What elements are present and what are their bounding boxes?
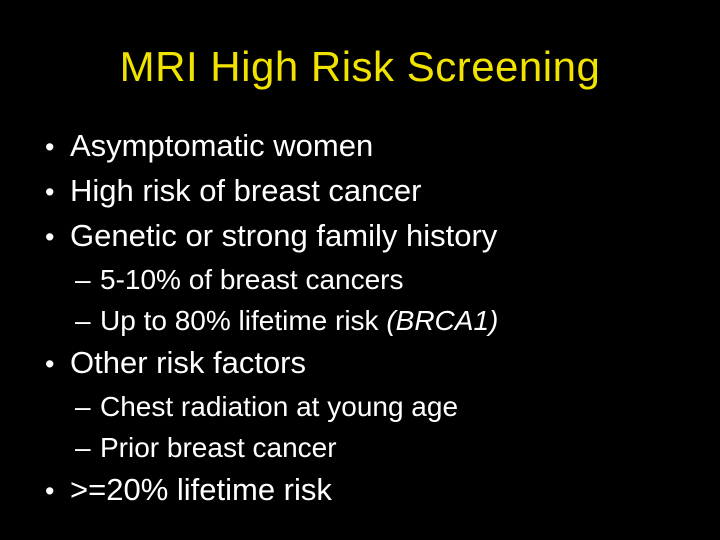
- bullet-marker-icon: •: [45, 132, 55, 162]
- bullet-text: [100, 300, 700, 341]
- bullet-text: [100, 259, 700, 300]
- bullet-item: [45, 169, 700, 214]
- bullet-text-run: Genetic or strong family history: [70, 218, 498, 253]
- bullet-text-run-italic: (BRCA1): [386, 305, 499, 336]
- bullet-item: [45, 468, 700, 513]
- bullet-marker-icon: •: [45, 349, 55, 379]
- bullet-text-run: >=20% lifetime risk: [70, 472, 332, 507]
- bullet-marker-icon: •: [45, 177, 55, 207]
- bullet-marker-icon: –: [75, 432, 91, 463]
- bullet-text: [70, 169, 700, 213]
- bullet-item: [45, 386, 700, 427]
- bullet-text-run: Chest radiation at young age: [100, 391, 459, 422]
- bullet-text-run: Up to 80% lifetime risk: [100, 305, 387, 336]
- bullet-text: [70, 341, 700, 385]
- bullet-item: [45, 341, 700, 386]
- bullet-item: [45, 300, 700, 341]
- bullet-text: [100, 386, 700, 427]
- bullet-marker-icon: •: [45, 476, 55, 506]
- bullet-item: [45, 124, 700, 169]
- bullet-item: [45, 259, 700, 300]
- bullet-text-run: Prior breast cancer: [100, 432, 337, 463]
- bullet-text: [100, 427, 700, 468]
- bullet-marker-icon: –: [75, 305, 91, 336]
- bullet-text-run: Other risk factors: [70, 345, 306, 380]
- bullet-text-run: High risk of breast cancer: [70, 173, 422, 208]
- slide-title: MRI High Risk Screening: [119, 43, 601, 90]
- bullet-text: [70, 124, 700, 168]
- bullet-text-run: Asymptomatic women: [70, 128, 374, 163]
- bullet-marker-icon: •: [45, 222, 55, 252]
- bullet-marker-icon: –: [75, 264, 91, 295]
- bullet-list: [45, 124, 700, 513]
- bullet-item: [45, 214, 700, 259]
- bullet-text-run: 5-10% of breast cancers: [100, 264, 404, 295]
- bullet-text: [70, 214, 700, 258]
- bullet-marker-icon: –: [75, 391, 91, 422]
- bullet-item: [45, 427, 700, 468]
- bullet-text: [70, 468, 700, 512]
